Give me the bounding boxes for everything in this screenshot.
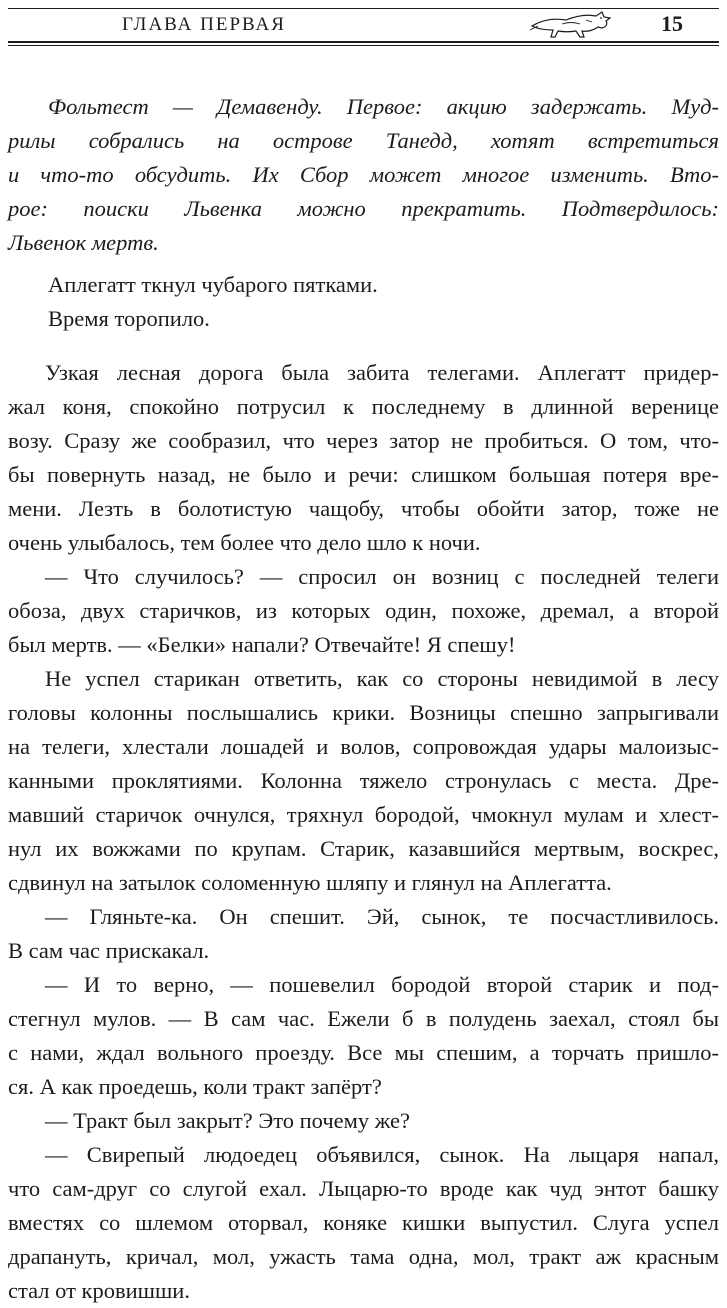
text-line: Львенок мертв. (8, 230, 159, 255)
text-line: — Гляньте-ка. Он спешит. Эй, сынок, те посчастливилось. (45, 904, 719, 929)
text-line: вместях со шлемом оторвал, коняке кишки выпустил. Слуга успел (8, 1210, 719, 1235)
page-number: 15 (661, 11, 683, 36)
text-line: В сам час прискакал. (8, 938, 210, 963)
header-rule-thin (8, 45, 719, 46)
text-line: что сам-друг со слугой ехал. Лыцарю-то вроде как чуд энтот башку (8, 1176, 719, 1201)
text-line: — И то верно, — пошевелил бородой второй старик и под- (45, 972, 719, 997)
text-line: с нами, ждал вольного проезду. Все мы спешим, а торчать пришло- (8, 1040, 719, 1065)
text-line: нул их вожжами по крупам. Старик, казавшийся мертвым, воскрес, (8, 836, 719, 861)
wolf-emblem-icon (528, 8, 614, 40)
text-line: сдвинул на затылок соломенную шляпу и глянул на Аплегатта. (8, 870, 612, 895)
text-line: возу. Сразу же сообразил, что через затор не пробиться. О том, что- (8, 428, 719, 453)
text-line: головы колонны послышались крики. Возницы спешно запрыгивали (8, 700, 719, 725)
text-line: бы повернуть назад, не было и речи: слишком большая потеря вре- (8, 462, 719, 487)
text-line: стегнул мулов. — В сам час. Ежели б в полудень заехал, стоял бы (8, 1006, 719, 1031)
text-line: Время торопило. (48, 306, 210, 331)
text-line: — Свирепый людоедец объявился, сынок. На лыцаря напал, (45, 1142, 719, 1167)
text-line: рое: поиски Львенка можно прекратить. Подтвердилось: (8, 196, 719, 221)
text-line: рилы собрались на острове Танедд, хотят встретиться (8, 128, 719, 153)
text-line: очень улыбалось, тем более что дело шло к ночи. (8, 530, 481, 555)
text-line: Не успел старикан ответить, как со стороны невидимой в лесу (45, 666, 719, 691)
text-line: Узкая лесная дорога была забита телегами. Аплегатт придер- (45, 360, 719, 385)
text-line: Аплегатт ткнул чубарого пятками. (48, 272, 378, 297)
text-line: обоза, двух старичков, из которых один, похоже, дремал, а второй (8, 598, 719, 623)
header-rule-thick (8, 41, 719, 43)
text-line: Фольтест — Демавенду. Первое: акцию задержать. Муд- (48, 94, 719, 119)
text-line: — Что случилось? — спросил он возниц с последней телеги (45, 564, 719, 589)
chapter-title: ГЛАВА ПЕРВАЯ (122, 14, 286, 35)
text-line: ся. А как проедешь, коли тракт запёрт? (8, 1074, 382, 1099)
text-line: мени. Лезть в болотистую чащобу, чтобы обойти затор, тоже не (8, 496, 719, 521)
text-line: и что-то обсудить. Их Сбор может многое изменить. Вто- (8, 162, 719, 187)
text-line: канными проклятиями. Колонна тяжело стронулась с места. Дре- (8, 768, 719, 793)
running-header (8, 8, 719, 42)
text-line: — Тракт был закрыт? Это почему же? (45, 1108, 410, 1133)
text-line: был мертв. — «Белки» напали? Отвечайте! Я спешу! (8, 632, 516, 657)
text-line: драпануть, кричал, мол, ужасть тама одна, мол, тракт аж красным (8, 1244, 719, 1269)
intro-paragraph (8, 268, 719, 336)
text-line: на телеги, хлестали лошадей и волов, сопровождая удары малоизыс- (8, 734, 719, 759)
text-line: жал коня, спокойно потрусил к последнему в длинной веренице (8, 394, 719, 419)
text-line: мавший старичок очнулся, тряхнул бородой, чмокнул мулам и хлест- (8, 802, 719, 827)
dispatch-paragraph (8, 90, 719, 260)
body-text (8, 356, 719, 1308)
text-line: стал от кровишши. (8, 1278, 190, 1303)
